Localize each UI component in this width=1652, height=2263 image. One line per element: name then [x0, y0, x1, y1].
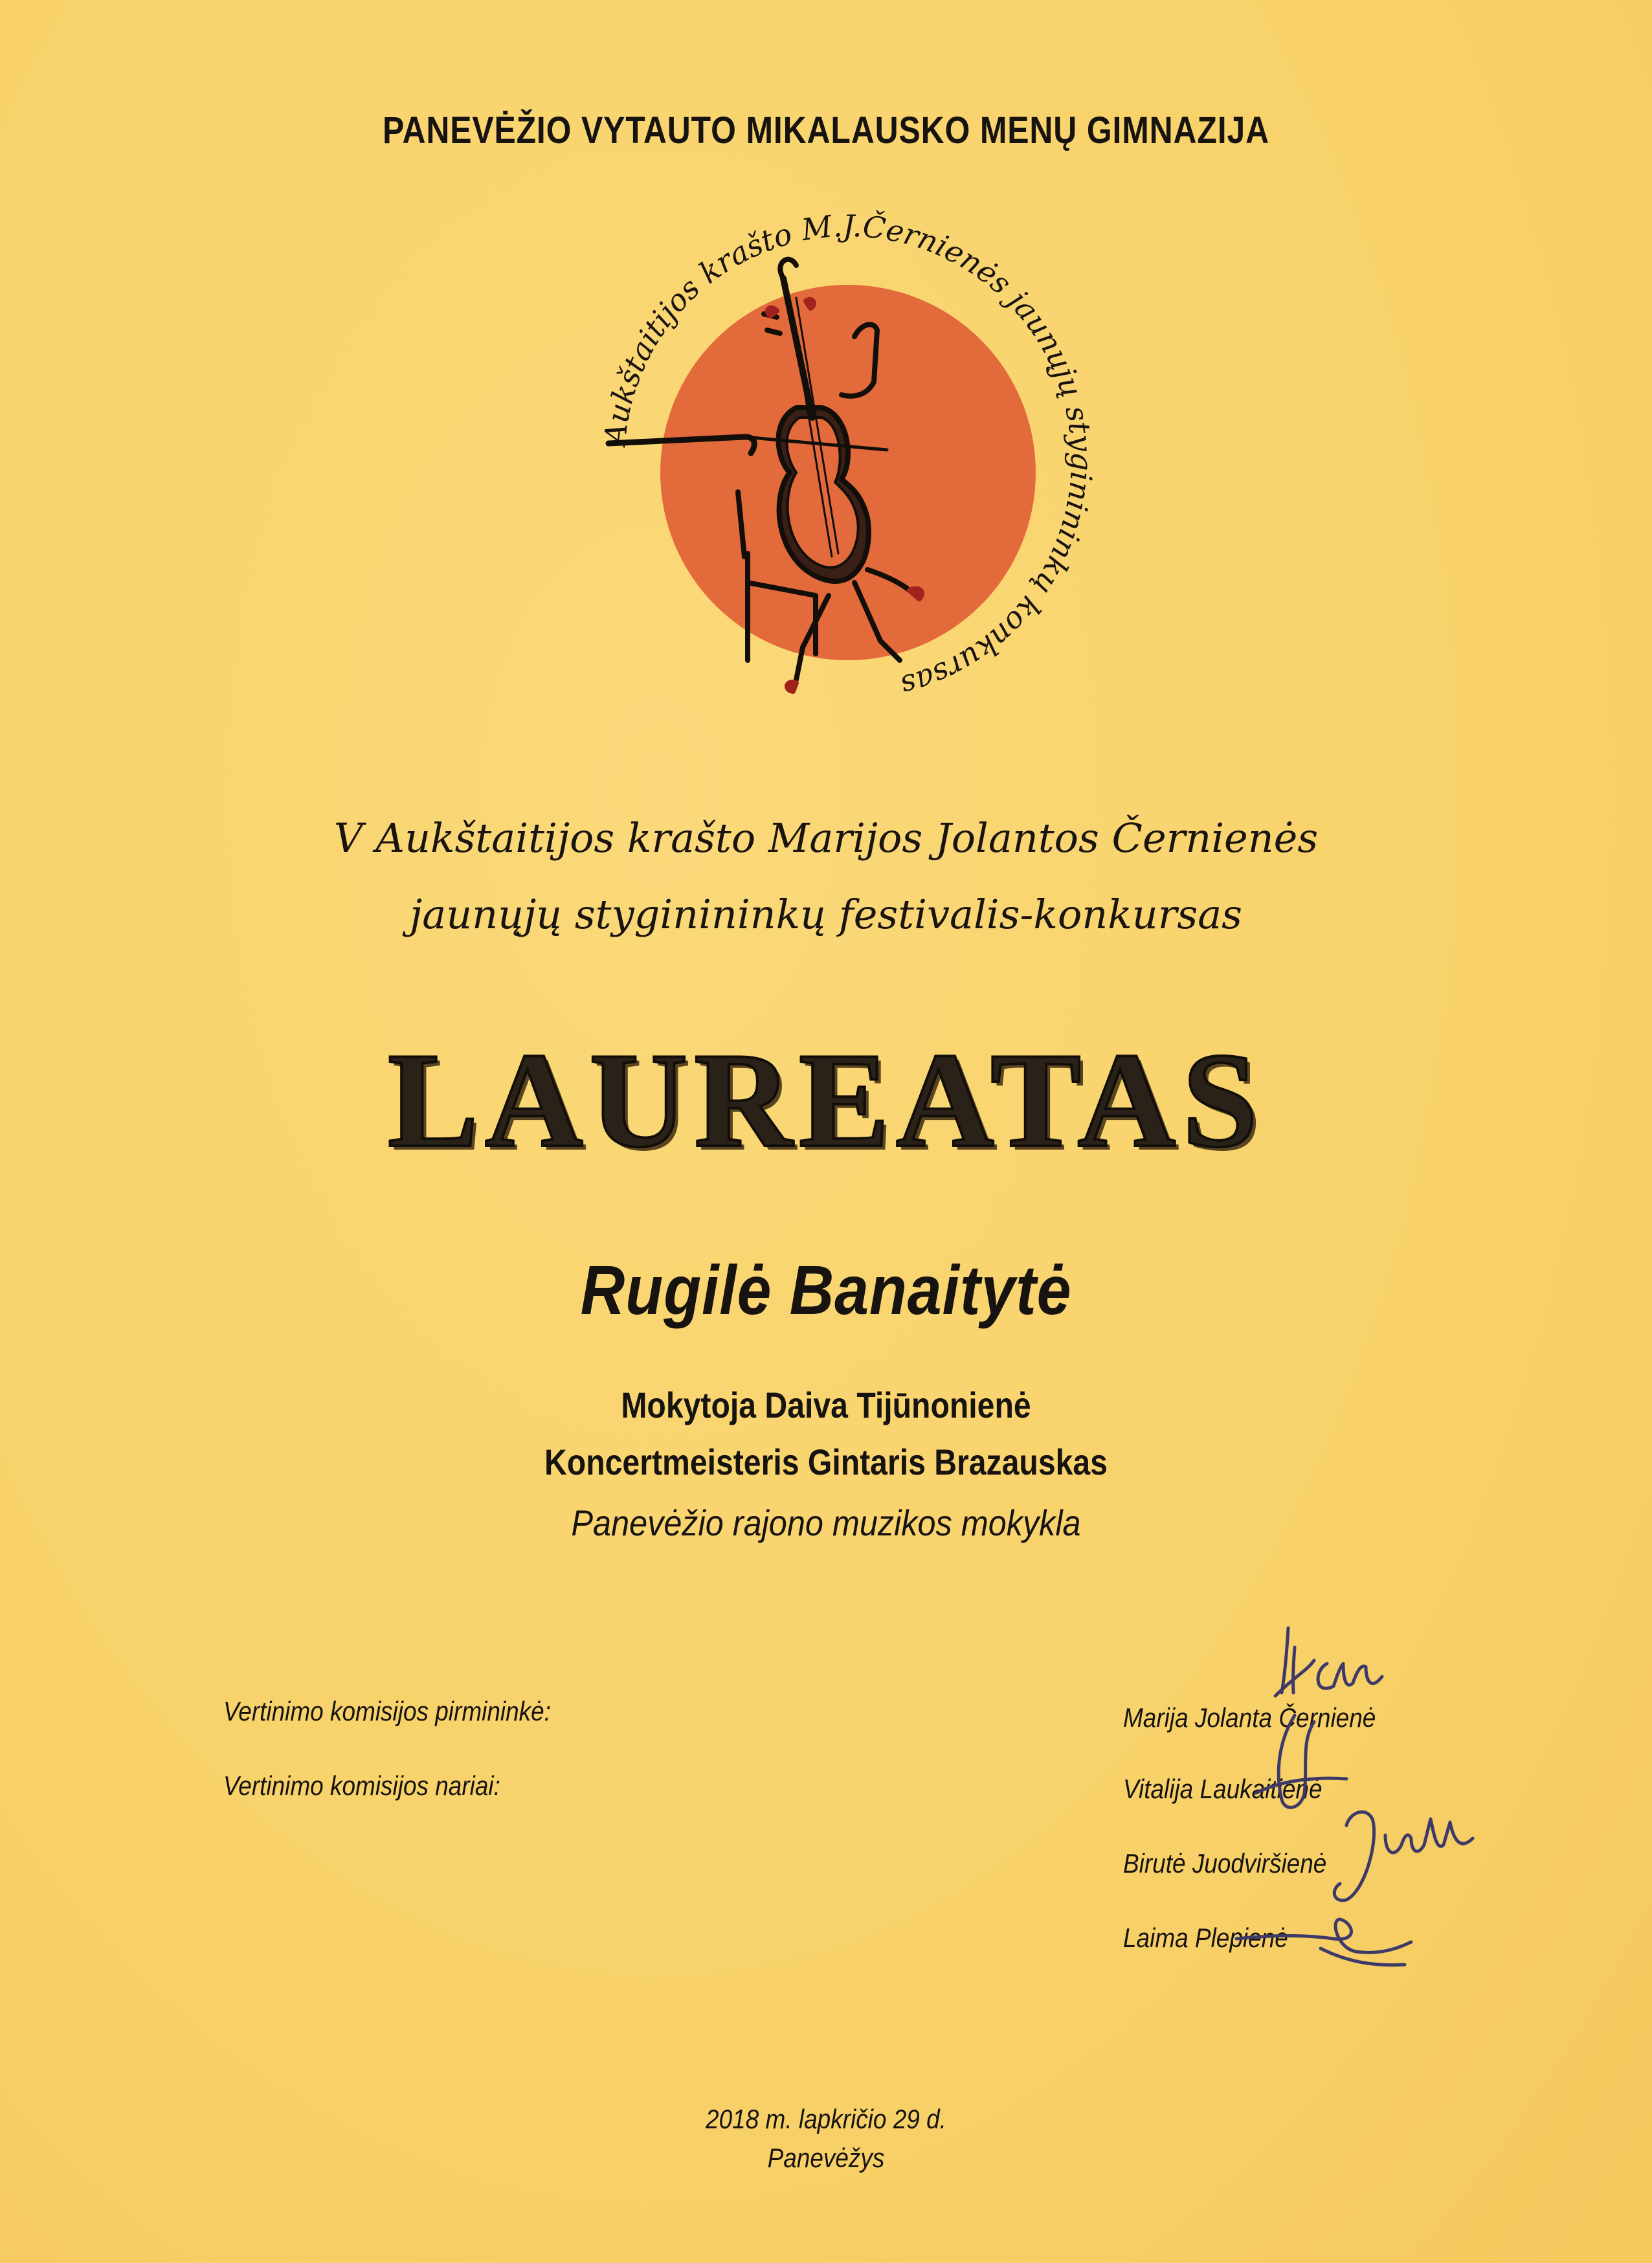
accompanist-name: Koncertmeisteris Gintaris Brazauskas — [544, 1442, 1108, 1482]
school-name: PANEVĖŽIO VYTAUTO MIKALAUSKO MENŲ GIMNAZIJA — [383, 109, 1269, 151]
jury-members-label: Vertinimo komisijos nariai: — [223, 1770, 500, 1801]
signature — [1256, 1715, 1346, 1807]
music-school-name: Panevėžio rajono muzikos mokykla — [571, 1502, 1081, 1543]
festival-title-line-2: jaunųjų styginininkų festivalis-konkursas — [410, 891, 1242, 938]
jury-chair-name: Marija Jolanta Černienė — [1123, 1702, 1376, 1733]
handwritten-signatures — [1217, 1612, 1554, 1974]
document-date: 2018 m. lapkričio 29 d. — [706, 2104, 946, 2134]
document-place: Panevėžys — [767, 2143, 885, 2173]
jury-member-name: Vitalija Laukaitienė — [1123, 1774, 1323, 1804]
jury-chair-label: Vertinimo komisijos pirmininkė: — [223, 1696, 551, 1726]
logo-ring-text: Aukštaitijos krašto M.J.Černienės jaunųjų styginininkų konkursas — [597, 208, 1100, 704]
laureate-name: Rugilė Banaitytė — [580, 1251, 1072, 1329]
jury-member-name: Laima Plepienė — [1123, 1923, 1288, 1953]
festival-logo — [583, 194, 1113, 725]
signature — [1236, 1919, 1411, 1965]
logo-circle — [660, 285, 1036, 660]
signature — [1275, 1628, 1382, 1696]
jury-member-name: Birutė Juodviršienė — [1123, 1848, 1327, 1878]
festival-title-line-1: V Aukštaitijos krašto Marijos Jolantos Černienės — [333, 814, 1319, 862]
signature — [1334, 1812, 1473, 1901]
teacher-name: Mokytoja Daiva Tijūnonienė — [621, 1385, 1031, 1425]
award-title: LAUREATAS — [387, 1025, 1265, 1176]
